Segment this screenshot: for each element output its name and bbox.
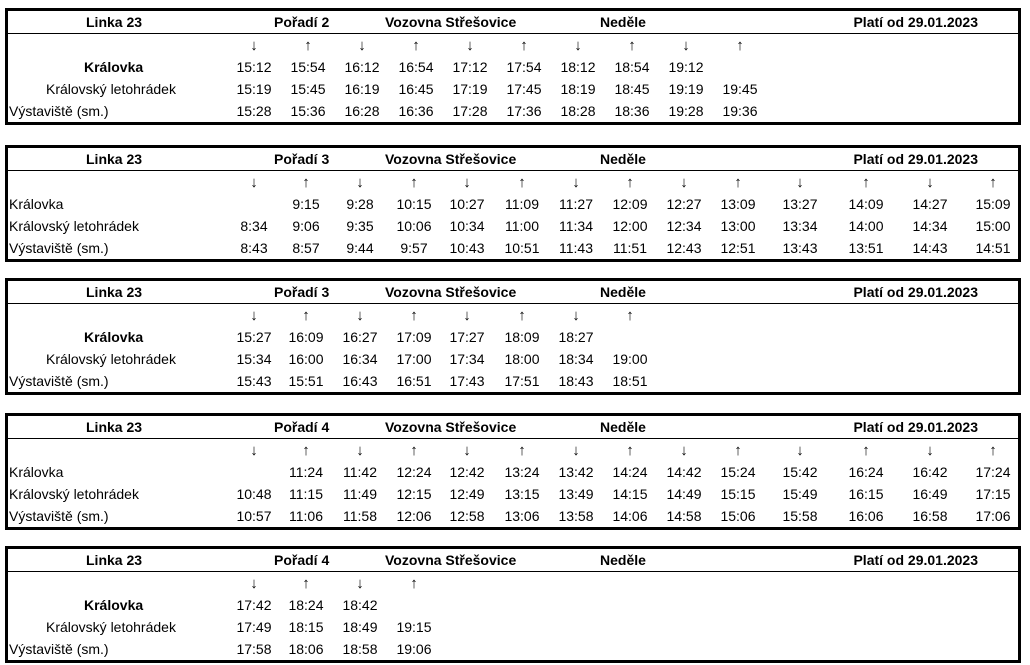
departure-time: 17:28	[452, 103, 488, 119]
departure-time: 19:12	[668, 59, 704, 75]
departure-time: 11:43	[559, 240, 593, 256]
departure-time: 12:51	[720, 240, 756, 256]
line-label: Linka 23	[86, 151, 143, 167]
departure-time: 11:06	[289, 508, 323, 524]
direction-row	[8, 34, 1018, 56]
direction-row	[8, 572, 1018, 594]
arrow-down-icon: ↓	[682, 37, 690, 54]
stop-row-vystaviste	[8, 237, 1018, 259]
block-header	[8, 11, 1018, 34]
depot-label: Vozovna Střešovice	[385, 14, 517, 30]
departure-time: 11:58	[343, 508, 377, 524]
departure-time: 15:54	[290, 59, 326, 75]
stop-row-vystaviste	[8, 638, 1018, 660]
stop-row-letohradek	[8, 78, 1018, 100]
block-header	[8, 549, 1018, 572]
departure-time: 13:24	[504, 464, 540, 480]
arrow-down-icon: ↓	[250, 442, 258, 459]
order-label: Pořadí 3	[274, 284, 330, 300]
departure-time: 10:15	[396, 196, 432, 212]
departure-time: 15:42	[782, 464, 818, 480]
order-label: Pořadí 2	[274, 14, 330, 30]
arrow-down-icon: ↓	[250, 575, 258, 592]
departure-time: 16:19	[344, 81, 380, 97]
departure-time: 16:15	[848, 486, 884, 502]
arrow-down-icon: ↓	[572, 174, 580, 191]
stop-row-kralovka	[8, 326, 1018, 348]
departure-time: 15:58	[782, 508, 818, 524]
departure-time: 15:15	[720, 486, 756, 502]
stop-row-kralovka	[8, 594, 1018, 616]
departure-time: 15:27	[236, 329, 272, 345]
departure-time: 17:27	[449, 329, 485, 345]
order-label: Pořadí 4	[274, 552, 330, 568]
departure-time: 18:49	[342, 619, 378, 635]
stop-name: Výstaviště (sm.)	[9, 103, 109, 119]
departure-time: 19:19	[668, 81, 704, 97]
departure-time: 15:45	[290, 81, 326, 97]
arrow-up-icon: ↑	[518, 307, 526, 324]
departure-time: 17:49	[236, 619, 272, 635]
departure-time: 15:19	[236, 81, 272, 97]
arrow-down-icon: ↓	[463, 307, 471, 324]
arrow-down-icon: ↓	[574, 37, 582, 54]
arrow-down-icon: ↓	[680, 174, 688, 191]
departure-time: 16:49	[912, 486, 948, 502]
departure-time: 10:51	[504, 240, 540, 256]
departure-time: 15:06	[720, 508, 756, 524]
stop-row-kralovka	[8, 56, 1018, 78]
depot-label: Vozovna Střešovice	[385, 151, 517, 167]
stop-name: Královka	[9, 464, 64, 480]
departure-time: 11:24	[289, 464, 323, 480]
departure-time: 17:06	[975, 508, 1011, 524]
timetable-block	[5, 278, 1021, 395]
day-label: Neděle	[600, 284, 646, 300]
departure-time: 16:28	[344, 103, 380, 119]
stop-name: Výstaviště (sm.)	[9, 373, 109, 389]
stop-name: Královský letohrádek	[9, 218, 139, 234]
departure-time: 12:49	[449, 486, 485, 502]
departure-time: 18:19	[560, 81, 596, 97]
departure-time: 16:09	[288, 329, 324, 345]
departure-time: 18:28	[560, 103, 596, 119]
arrow-down-icon: ↓	[572, 442, 580, 459]
departure-time: 15:36	[290, 103, 326, 119]
departure-time: 9:15	[292, 196, 320, 212]
departure-time: 13:09	[720, 196, 756, 212]
departure-time: 12:42	[449, 464, 485, 480]
departure-time: 14:42	[666, 464, 702, 480]
departure-time: 14:58	[666, 508, 702, 524]
departure-time: 17:42	[236, 597, 272, 613]
departure-time: 11:51	[613, 240, 647, 256]
departure-time: 17:45	[506, 81, 542, 97]
arrow-up-icon: ↑	[626, 174, 634, 191]
arrow-up-icon: ↑	[410, 442, 418, 459]
stop-row-vystaviste	[8, 505, 1018, 527]
validity-label: Platí od 29.01.2023	[853, 284, 978, 300]
departure-time: 17:15	[975, 486, 1011, 502]
arrow-up-icon: ↑	[304, 37, 312, 54]
arrow-up-icon: ↑	[989, 442, 997, 459]
timetable-block	[5, 413, 1021, 530]
stop-row-letohradek	[8, 348, 1018, 370]
departure-time: 15:24	[720, 464, 756, 480]
departure-time: 15:34	[236, 351, 272, 367]
departure-time: 14:34	[912, 218, 948, 234]
departure-time: 14:15	[612, 486, 648, 502]
stop-name: Královský letohrádek	[46, 619, 176, 635]
departure-time: 8:34	[240, 218, 268, 234]
departure-time: 16:45	[398, 81, 434, 97]
departure-time: 8:43	[240, 240, 268, 256]
arrow-up-icon: ↑	[626, 442, 634, 459]
direction-row	[8, 171, 1018, 193]
arrow-up-icon: ↑	[302, 174, 310, 191]
stop-name: Královka	[84, 329, 144, 345]
depot-label: Vozovna Střešovice	[385, 284, 517, 300]
departure-time: 14:06	[612, 508, 648, 524]
departure-time: 16:27	[342, 329, 378, 345]
block-header	[8, 148, 1018, 171]
stop-row-vystaviste	[8, 100, 1018, 122]
departure-time: 16:06	[848, 508, 884, 524]
departure-time: 18:58	[342, 641, 378, 657]
departure-time: 17:34	[449, 351, 485, 367]
arrow-down-icon: ↓	[356, 174, 364, 191]
departure-time: 16:00	[288, 351, 324, 367]
departure-time: 16:54	[398, 59, 434, 75]
departure-time: 18:15	[288, 619, 324, 635]
stop-name: Královka	[84, 59, 144, 75]
block-header	[8, 281, 1018, 304]
departure-time: 16:36	[398, 103, 434, 119]
departure-time: 13:51	[848, 240, 884, 256]
arrow-up-icon: ↑	[302, 307, 310, 324]
departure-time: 19:06	[396, 641, 432, 657]
departure-time: 18:27	[558, 329, 594, 345]
arrow-down-icon: ↓	[356, 575, 364, 592]
arrow-up-icon: ↑	[410, 575, 418, 592]
departure-time: 12:58	[449, 508, 485, 524]
departure-time: 13:15	[504, 486, 540, 502]
departure-time: 16:51	[396, 373, 432, 389]
departure-time: 18:00	[504, 351, 540, 367]
departure-time: 16:58	[912, 508, 948, 524]
stop-row-vystaviste	[8, 370, 1018, 392]
departure-time: 18:12	[560, 59, 596, 75]
departure-time: 19:00	[612, 351, 648, 367]
line-label: Linka 23	[86, 552, 143, 568]
stop-name: Královský letohrádek	[46, 81, 176, 97]
line-label: Linka 23	[86, 14, 143, 30]
departure-time: 12:15	[396, 486, 432, 502]
departure-time: 15:49	[782, 486, 818, 502]
stop-name: Královka	[84, 597, 144, 613]
stop-name: Výstaviště (sm.)	[9, 508, 109, 524]
arrow-up-icon: ↑	[518, 442, 526, 459]
arrow-down-icon: ↓	[680, 442, 688, 459]
departure-time: 9:35	[346, 218, 374, 234]
depot-label: Vozovna Střešovice	[385, 552, 517, 568]
departure-time: 10:27	[449, 196, 485, 212]
departure-time: 19:36	[722, 103, 758, 119]
departure-time: 16:42	[912, 464, 948, 480]
departure-time: 14:00	[848, 218, 884, 234]
departure-time: 14:43	[912, 240, 948, 256]
departure-time: 13:49	[558, 486, 594, 502]
departure-time: 13:00	[720, 218, 756, 234]
stop-name: Královský letohrádek	[9, 486, 139, 502]
departure-time: 15:51	[288, 373, 324, 389]
departure-time: 17:09	[396, 329, 432, 345]
stop-name: Královský letohrádek	[46, 351, 176, 367]
departure-time: 10:43	[449, 240, 485, 256]
arrow-up-icon: ↑	[734, 174, 742, 191]
validity-label: Platí od 29.01.2023	[853, 419, 978, 435]
arrow-down-icon: ↓	[463, 442, 471, 459]
direction-row	[8, 439, 1018, 461]
departure-time: 11:00	[505, 218, 539, 234]
departure-time: 17:36	[506, 103, 542, 119]
departure-time: 11:15	[289, 486, 323, 502]
departure-time: 15:43	[236, 373, 272, 389]
departure-time: 18:51	[612, 373, 648, 389]
departure-time: 11:09	[505, 196, 539, 212]
arrow-down-icon: ↓	[250, 37, 258, 54]
timetable-block	[5, 145, 1021, 262]
stop-row-kralovka	[8, 461, 1018, 483]
arrow-up-icon: ↑	[410, 174, 418, 191]
arrow-up-icon: ↑	[302, 442, 310, 459]
departure-time: 12:34	[666, 218, 702, 234]
stop-name: Výstaviště (sm.)	[9, 240, 109, 256]
departure-time: 12:00	[612, 218, 648, 234]
arrow-down-icon: ↓	[358, 37, 366, 54]
stop-name: Královka	[9, 196, 64, 212]
departure-time: 17:54	[506, 59, 542, 75]
line-label: Linka 23	[86, 419, 143, 435]
departure-time: 14:51	[975, 240, 1011, 256]
departure-time: 13:06	[504, 508, 540, 524]
departure-time: 17:58	[236, 641, 272, 657]
day-label: Neděle	[600, 14, 646, 30]
departure-time: 9:28	[346, 196, 374, 212]
day-label: Neděle	[600, 552, 646, 568]
block-header	[8, 416, 1018, 439]
stop-row-letohradek	[8, 483, 1018, 505]
departure-time: 13:43	[782, 240, 818, 256]
departure-time: 17:24	[975, 464, 1011, 480]
departure-time: 18:42	[342, 597, 378, 613]
departure-time: 10:48	[236, 486, 272, 502]
departure-time: 16:24	[848, 464, 884, 480]
departure-time: 15:12	[236, 59, 272, 75]
departure-time: 14:27	[912, 196, 948, 212]
departure-time: 13:58	[558, 508, 594, 524]
departure-time: 16:34	[342, 351, 378, 367]
order-label: Pořadí 4	[274, 419, 330, 435]
departure-time: 18:34	[558, 351, 594, 367]
departure-time: 9:44	[346, 240, 374, 256]
departure-time: 15:28	[236, 103, 272, 119]
departure-time: 12:09	[612, 196, 648, 212]
arrow-down-icon: ↓	[250, 174, 258, 191]
departure-time: 18:43	[558, 373, 594, 389]
arrow-down-icon: ↓	[796, 174, 804, 191]
departure-time: 11:27	[559, 196, 593, 212]
validity-label: Platí od 29.01.2023	[853, 552, 978, 568]
arrow-down-icon: ↓	[572, 307, 580, 324]
departure-time: 9:57	[400, 240, 428, 256]
timetable-block	[5, 546, 1021, 663]
departure-time: 12:27	[666, 196, 702, 212]
direction-row	[8, 304, 1018, 326]
stop-row-letohradek	[8, 616, 1018, 638]
arrow-up-icon: ↑	[862, 174, 870, 191]
departure-time: 12:06	[396, 508, 432, 524]
stop-row-kralovka	[8, 193, 1018, 215]
validity-label: Platí od 29.01.2023	[853, 151, 978, 167]
arrow-up-icon: ↑	[734, 442, 742, 459]
departure-time: 17:51	[504, 373, 540, 389]
depot-label: Vozovna Střešovice	[385, 419, 517, 435]
arrow-up-icon: ↑	[989, 174, 997, 191]
departure-time: 18:06	[288, 641, 324, 657]
departure-time: 17:12	[452, 59, 488, 75]
departure-time: 10:06	[396, 218, 432, 234]
day-label: Neděle	[600, 151, 646, 167]
departure-time: 18:09	[504, 329, 540, 345]
validity-label: Platí od 29.01.2023	[853, 14, 978, 30]
departure-time: 16:12	[344, 59, 380, 75]
arrow-up-icon: ↑	[412, 37, 420, 54]
timetable-block	[5, 8, 1021, 125]
arrow-down-icon: ↓	[466, 37, 474, 54]
departure-time: 12:43	[666, 240, 702, 256]
departure-time: 19:45	[722, 81, 758, 97]
arrow-up-icon: ↑	[862, 442, 870, 459]
departure-time: 14:24	[612, 464, 648, 480]
departure-time: 18:24	[288, 597, 324, 613]
departure-time: 14:09	[848, 196, 884, 212]
departure-time: 18:45	[614, 81, 650, 97]
departure-time: 11:34	[559, 218, 593, 234]
arrow-up-icon: ↑	[520, 37, 528, 54]
arrow-up-icon: ↑	[518, 174, 526, 191]
order-label: Pořadí 3	[274, 151, 330, 167]
arrow-down-icon: ↓	[926, 442, 934, 459]
departure-time: 15:09	[975, 196, 1011, 212]
departure-time: 9:06	[292, 218, 320, 234]
departure-time: 10:57	[236, 508, 272, 524]
departure-time: 19:28	[668, 103, 704, 119]
line-label: Linka 23	[86, 284, 143, 300]
departure-time: 17:00	[396, 351, 432, 367]
departure-time: 11:49	[343, 486, 377, 502]
departure-time: 11:42	[343, 464, 377, 480]
departure-time: 16:43	[342, 373, 378, 389]
arrow-up-icon: ↑	[410, 307, 418, 324]
arrow-up-icon: ↑	[626, 307, 634, 324]
departure-time: 17:19	[452, 81, 488, 97]
departure-time: 8:57	[292, 240, 320, 256]
departure-time: 18:54	[614, 59, 650, 75]
arrow-down-icon: ↓	[796, 442, 804, 459]
stop-row-letohradek	[8, 215, 1018, 237]
arrow-down-icon: ↓	[926, 174, 934, 191]
departure-time: 10:34	[449, 218, 485, 234]
arrow-down-icon: ↓	[356, 307, 364, 324]
arrow-down-icon: ↓	[463, 174, 471, 191]
departure-time: 18:36	[614, 103, 650, 119]
arrow-up-icon: ↑	[628, 37, 636, 54]
departure-time: 15:00	[975, 218, 1011, 234]
departure-time: 14:49	[666, 486, 702, 502]
departure-time: 13:42	[558, 464, 594, 480]
day-label: Neděle	[600, 419, 646, 435]
departure-time: 12:24	[396, 464, 432, 480]
departure-time: 17:43	[449, 373, 485, 389]
arrow-up-icon: ↑	[736, 37, 744, 54]
departure-time: 13:34	[782, 218, 818, 234]
arrow-down-icon: ↓	[250, 307, 258, 324]
departure-time: 19:15	[396, 619, 432, 635]
departure-time: 13:27	[782, 196, 818, 212]
arrow-down-icon: ↓	[356, 442, 364, 459]
stop-name: Výstaviště (sm.)	[9, 641, 109, 657]
arrow-up-icon: ↑	[302, 575, 310, 592]
